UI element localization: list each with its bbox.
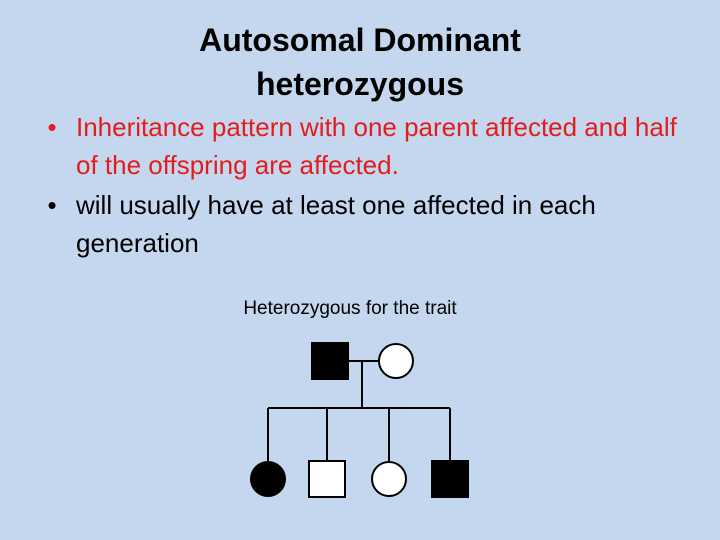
title-line-2: heterozygous (255, 66, 465, 102)
parent-male-symbol (312, 343, 348, 379)
pedigree-lines (268, 361, 450, 462)
offspring-female-symbol (251, 462, 285, 496)
bullet-text: will usually have at least one affected in each generation (76, 190, 596, 258)
title-line-1: Autosomal Dominant (199, 22, 521, 58)
parent-female-symbol (379, 344, 413, 378)
offspring-male-symbol (309, 461, 345, 497)
pedigree-symbols (251, 343, 468, 497)
bullet-icon: • (47, 112, 57, 142)
pedigree-caption: Heterozygous for the trait (243, 298, 457, 319)
bullet-icon: • (47, 190, 57, 220)
offspring-female-symbol (372, 462, 406, 496)
offspring-male-symbol (432, 461, 468, 497)
bullet-text: Inheritance pattern with one parent affected and half of the offspring are affected. (76, 112, 677, 180)
